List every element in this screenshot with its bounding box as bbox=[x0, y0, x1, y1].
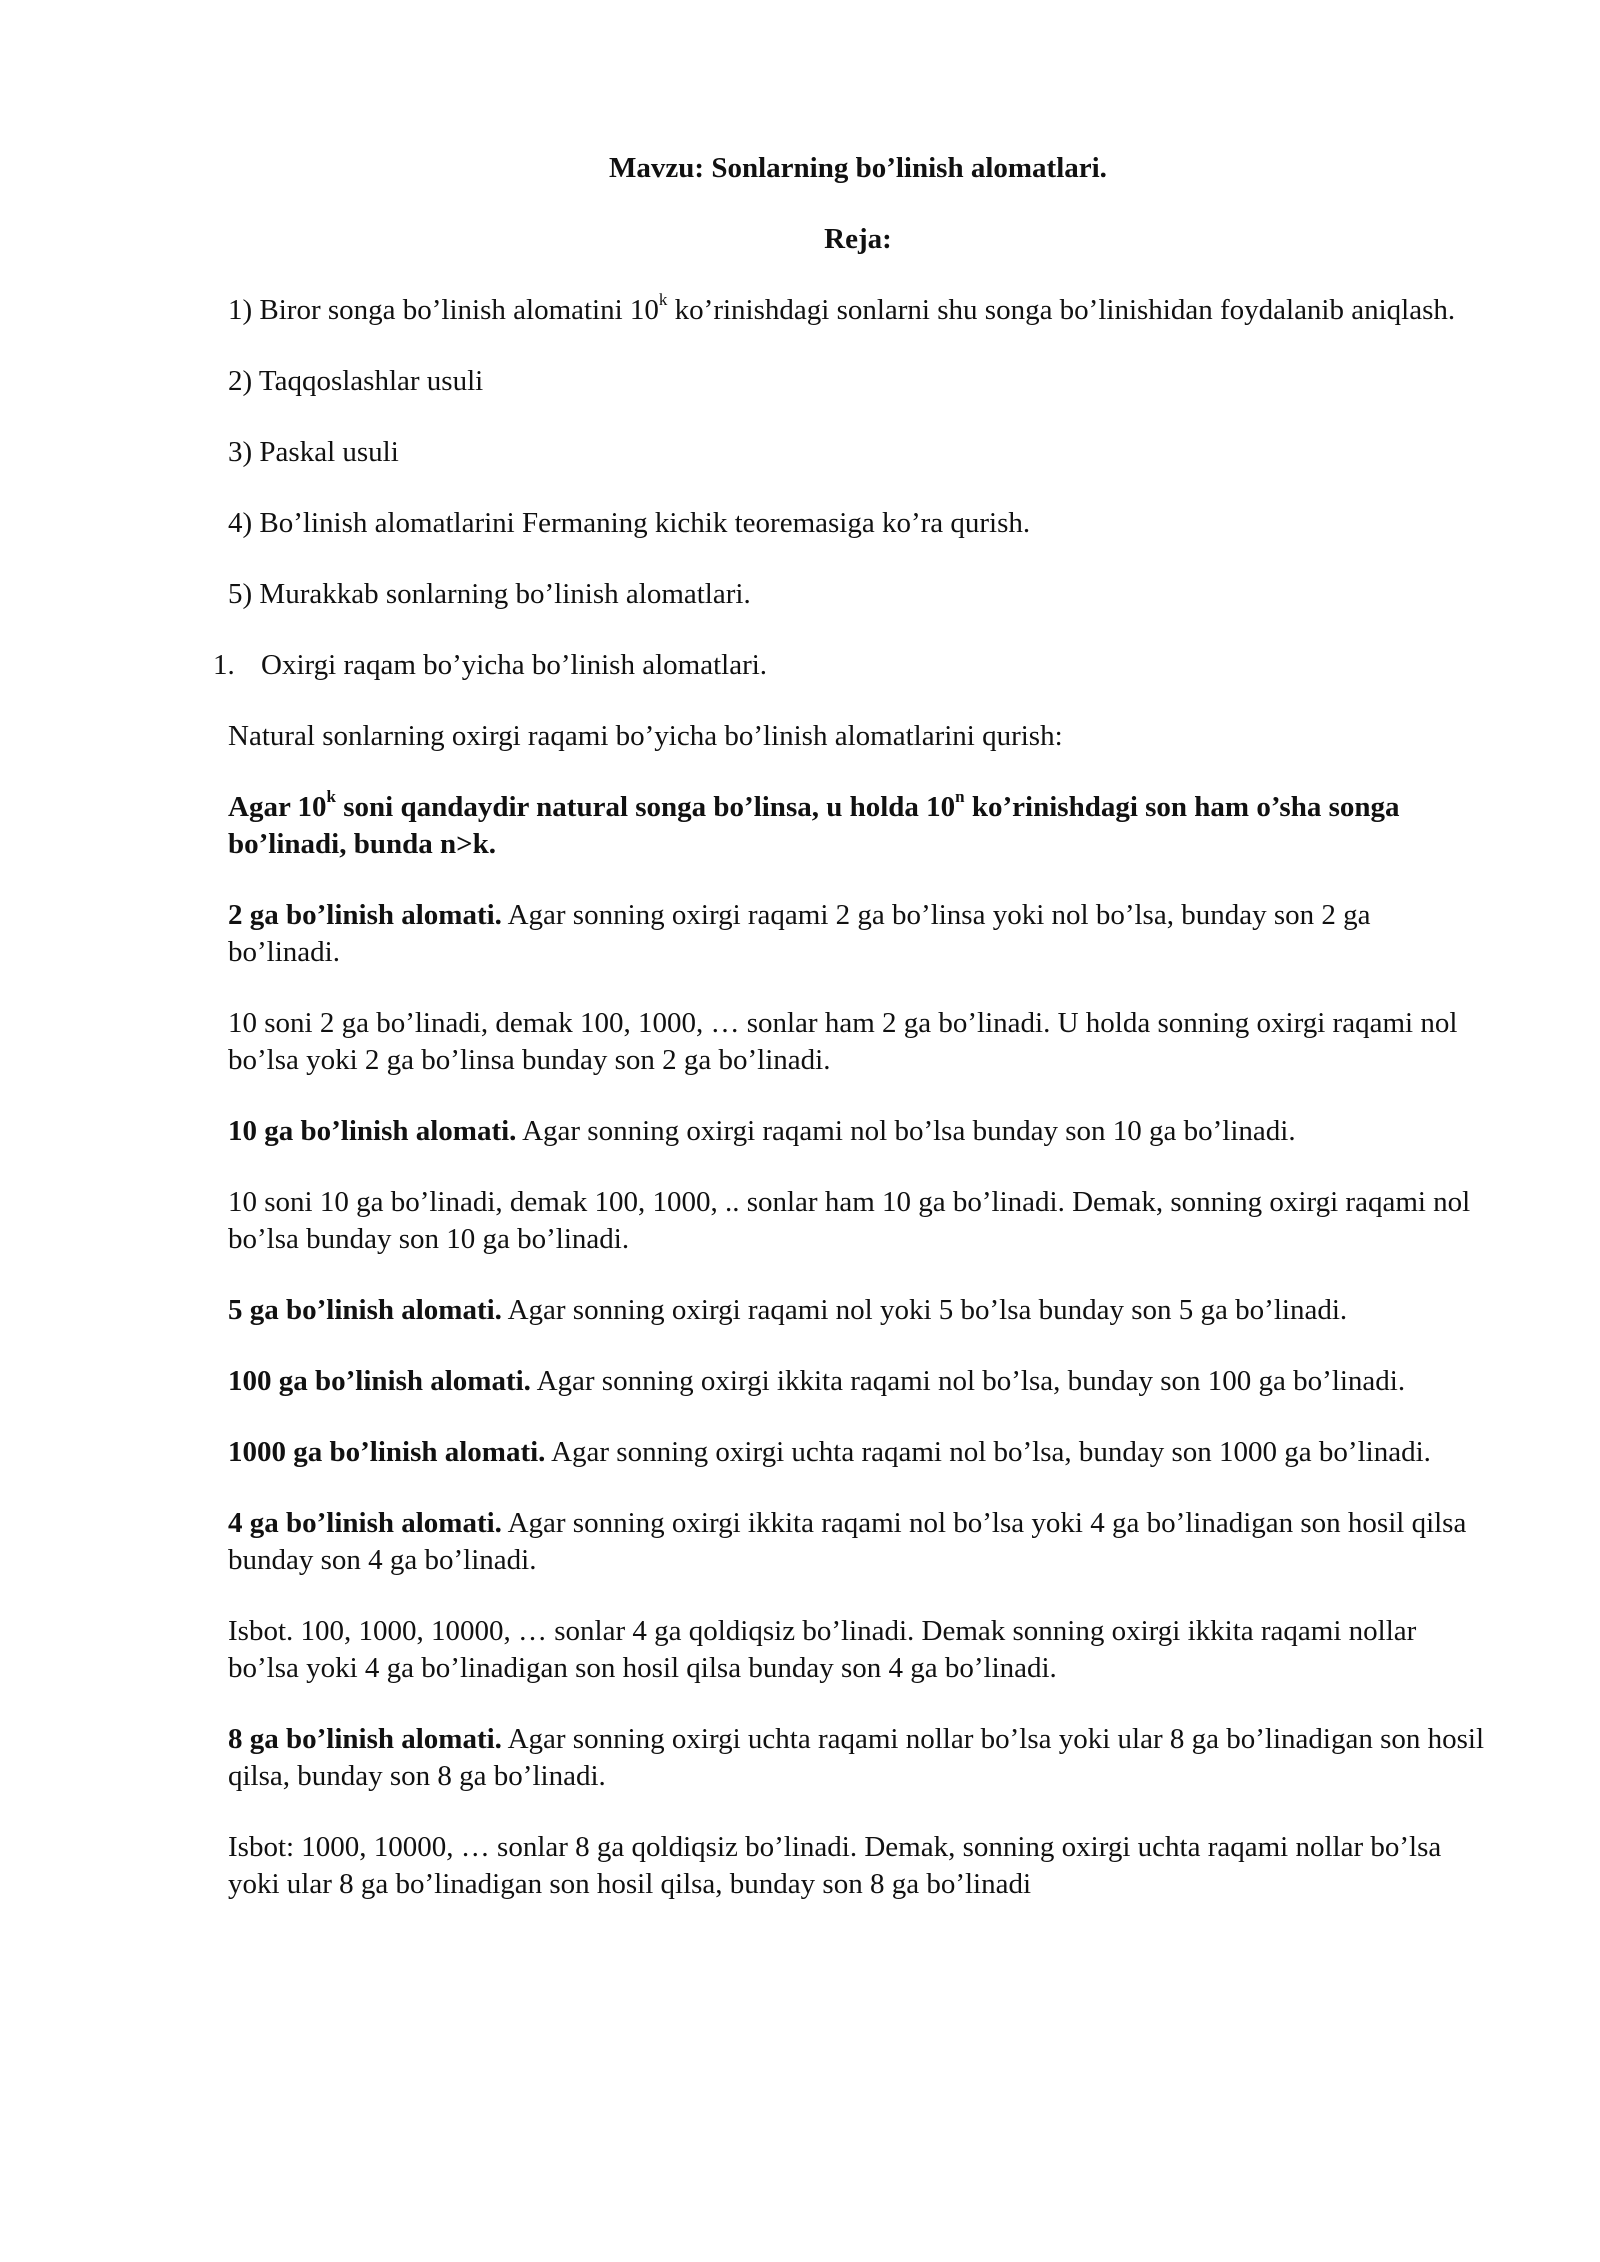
rule-bold: 10 ga bo’linish alomati. bbox=[228, 1115, 517, 1147]
rule-paragraph bbox=[228, 1721, 1488, 1795]
rule-paragraph bbox=[228, 1005, 1488, 1079]
rule-bold: 8 ga bo’linish alomati. bbox=[228, 1723, 502, 1755]
theorem-part-1: Agar 10 bbox=[228, 791, 327, 823]
plan-item-4: 4) Bo’linish alomatlarini Fermaning kichik teoremasiga ko’ra qurish. bbox=[228, 507, 1031, 539]
rule-paragraph bbox=[228, 1184, 1488, 1258]
rule-paragraph bbox=[228, 1505, 1488, 1579]
rule-paragraph bbox=[228, 1363, 1488, 1400]
plan-item-2: 2) Taqqoslashlar usuli bbox=[228, 365, 484, 397]
plan-item-1 bbox=[228, 292, 1488, 329]
rule-bold: 2 ga bo’linish alomati. bbox=[228, 899, 502, 931]
rule-text: Isbot. 100, 1000, 10000, … sonlar 4 ga qoldiqsiz bo’linadi. Demak sonning oxirgi ikkita raqami nollar bo’lsa yoki 4 ga bo’linadigan son hosil qilsa bunday son 4 ga bo’linadi. bbox=[228, 1615, 1417, 1684]
document-title: Mavzu: Sonlarning bo’linish alomatlari. bbox=[609, 152, 1107, 184]
plan-item-1-sup: k bbox=[658, 290, 668, 310]
intro-paragraph: Natural sonlarning oxirgi raqami bo’yicha bo’linish alomatlarini qurish: bbox=[228, 720, 1063, 752]
plan-item-3: 3) Paskal usuli bbox=[228, 436, 399, 468]
plan-item-1-post: ko’rinishdagi sonlarni shu songa bo’linishidan foydalanib aniqlash. bbox=[667, 294, 1456, 326]
rule-bold: 1000 ga bo’linish alomati. bbox=[228, 1436, 546, 1468]
rule-text: Isbot: 1000, 10000, … sonlar 8 ga qoldiqsiz bo’linadi. Demak, sonning oxirgi uchta raqami nollar bo’lsa yoki ular 8 ga bo’linadigan son hosil qilsa, bunday son 8 ga bo’linadi bbox=[228, 1831, 1442, 1900]
rule-text: 10 soni 2 ga bo’linadi, demak 100, 1000, … sonlar ham 2 ga bo’linadi. U holda sonning oxirgi raqami nol bo’lsa yoki 2 ga bo’linsa bunday son 2 ga bo’linadi. bbox=[228, 1007, 1458, 1076]
rule-text: Agar sonning oxirgi raqami 2 ga bo’linsa yoki nol bo’lsa, bunday son 2 ga bo’linadi. bbox=[228, 899, 1371, 968]
document-page bbox=[213, 150, 1488, 1937]
theorem-part-3: ko’rinishdagi son ham o’sha songa bo’linadi, bunda n>k. bbox=[228, 791, 1400, 860]
rule-text: Agar sonning oxirgi raqami nol bo’lsa bunday son 10 ga bo’linadi. bbox=[516, 1115, 1296, 1147]
rule-bold: 5 ga bo’linish alomati. bbox=[228, 1294, 502, 1326]
plan-item-1-pre: 1) Biror songa bo’linish alomatini 10 bbox=[228, 294, 659, 326]
theorem-sup-2: n bbox=[955, 787, 965, 807]
rule-text: Agar sonning oxirgi ikkita raqami nol bo’lsa, bunday son 100 ga bo’linadi. bbox=[530, 1365, 1406, 1397]
rule-text: 10 soni 10 ga bo’linadi, demak 100, 1000, .. sonlar ham 10 ga bo’linadi. Demak, sonning oxirgi raqami nol bo’lsa bunday son 10 ga bo’linadi. bbox=[228, 1186, 1471, 1255]
rule-paragraph bbox=[228, 1434, 1488, 1471]
theorem-paragraph bbox=[228, 789, 1488, 863]
rule-text: Agar sonning oxirgi raqami nol yoki 5 bo’lsa bunday son 5 ga bo’linadi. bbox=[501, 1294, 1348, 1326]
plan-item-5: 5) Murakkab sonlarning bo’linish alomatlari. bbox=[228, 578, 751, 610]
theorem-part-2: soni qandaydir natural songa bo’linsa, u holda 10 bbox=[336, 791, 956, 823]
rule-paragraph bbox=[228, 897, 1488, 971]
rule-paragraph bbox=[228, 1292, 1488, 1329]
section-1-title: Oxirgi raqam bo’yicha bo’linish alomatlari. bbox=[261, 649, 768, 681]
rule-paragraph bbox=[228, 1613, 1488, 1687]
rule-paragraph bbox=[228, 1829, 1488, 1903]
section-1-number: 1. bbox=[213, 649, 235, 681]
rule-paragraph bbox=[228, 1113, 1488, 1150]
rule-bold: 100 ga bo’linish alomati. bbox=[228, 1365, 531, 1397]
rule-text: Agar sonning oxirgi ikkita raqami nol bo’lsa yoki 4 ga bo’linadigan son hosil qilsa bunday son 4 ga bo’linadi. bbox=[228, 1507, 1467, 1576]
theorem-sup-1: k bbox=[326, 787, 337, 807]
rule-text: Agar sonning oxirgi uchta raqami nollar bo’lsa yoki ular 8 ga bo’linadigan son hosil qilsa, bunday son 8 ga bo’linadi. bbox=[228, 1723, 1485, 1792]
section-1-heading bbox=[213, 647, 1488, 684]
plan-heading: Reja: bbox=[824, 223, 892, 255]
rule-text: Agar sonning oxirgi uchta raqami nol bo’lsa, bunday son 1000 ga bo’linadi. bbox=[545, 1436, 1431, 1468]
rule-bold: 4 ga bo’linish alomati. bbox=[228, 1507, 502, 1539]
